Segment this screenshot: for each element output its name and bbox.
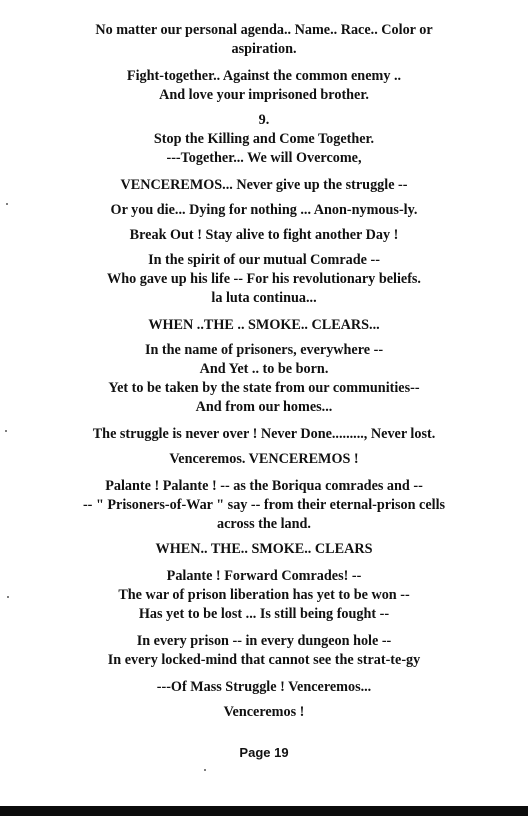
stanza-2: [0, 67, 528, 105]
stanza-6: [0, 201, 528, 220]
stanza-11: [0, 425, 528, 444]
poem-line: In the spirit of our mutual Comrade --: [148, 252, 380, 268]
poem-line: Break Out ! Stay alive to fight another Day !: [129, 227, 399, 243]
stanza-18: [0, 703, 528, 722]
scan-speck: [5, 430, 7, 432]
poem-body: [0, 21, 528, 722]
poem-line: In every locked-mind that cannot see the strat-te-gy: [107, 652, 421, 668]
poem-line: across the land.: [217, 516, 311, 532]
poem-line: WHEN ..THE .. SMOKE.. CLEARS...: [148, 317, 380, 333]
stanza-10: [0, 341, 528, 417]
scan-speck: [7, 596, 9, 598]
poem-line: The war of prison liberation has yet to be won --: [118, 587, 410, 603]
stanza-8: [0, 251, 528, 308]
poem-line: The struggle is never over ! Never Done........., Never lost.: [92, 426, 436, 442]
poem-line: -- " Prisoners-of-War " say -- from their eternal-prison cells: [82, 497, 446, 513]
poem-line: And Yet .. to be born.: [199, 361, 329, 377]
poem-line: la luta continua...: [211, 290, 317, 306]
scan-bottom-edge: [0, 806, 528, 816]
poem-line: In the name of prisoners, everywhere --: [144, 342, 384, 358]
poem-line: Palante ! Forward Comrades! --: [166, 568, 362, 584]
stanza-17: [0, 678, 528, 697]
stanza-5: [0, 176, 528, 195]
scan-speck: [204, 769, 206, 771]
scan-speck: [6, 203, 8, 205]
stanza-16: [0, 632, 528, 670]
poem-line: Has yet to be lost ... Is still being fought --: [138, 606, 390, 622]
stanza-12: [0, 450, 528, 469]
poem-line: Venceremos !: [223, 704, 305, 720]
poem-line: Yet to be taken by the state from our communities--: [108, 380, 420, 396]
stanza-1: [0, 21, 528, 59]
stanza-15: [0, 567, 528, 624]
stanza-13: [0, 477, 528, 534]
poem-line: Stop the Killing and Come Together.: [153, 131, 375, 147]
poem-line: Who gave up his life -- For his revolutionary beliefs.: [107, 271, 421, 287]
poem-line: No matter our personal agenda.. Name.. Race.. Color or: [95, 22, 433, 38]
stanza-9: [0, 316, 528, 335]
poem-line: VENCEREMOS... Never give up the struggle --: [120, 177, 408, 193]
poem-line: ---Of Mass Struggle ! Venceremos...: [156, 679, 372, 695]
poem-line: aspiration.: [231, 41, 297, 57]
poem-line: Venceremos. VENCEREMOS !: [169, 451, 359, 467]
stanza-14: [0, 540, 528, 559]
poem-line: Fight-together.. Against the common enemy ..: [126, 68, 402, 84]
poem-line: And from our homes...: [195, 399, 333, 415]
poem-line: ---Together... We will Overcome,: [166, 150, 362, 166]
stanza-number: [0, 111, 528, 130]
poem-line: Palante ! Palante ! -- as the Boriqua comrades and --: [105, 478, 423, 494]
stanza-4: [0, 130, 528, 168]
poem-line: Or you die... Dying for nothing ... Anon-nymous-ly.: [110, 202, 418, 218]
stanza-7: [0, 226, 528, 245]
poem-line: 9.: [258, 112, 270, 128]
poem-line: WHEN.. THE.. SMOKE.. CLEARS: [155, 541, 373, 557]
page-number: Page 19: [239, 745, 289, 760]
poem-line: In every prison -- in every dungeon hole --: [136, 633, 392, 649]
poem-line: And love your imprisoned brother.: [159, 87, 369, 103]
